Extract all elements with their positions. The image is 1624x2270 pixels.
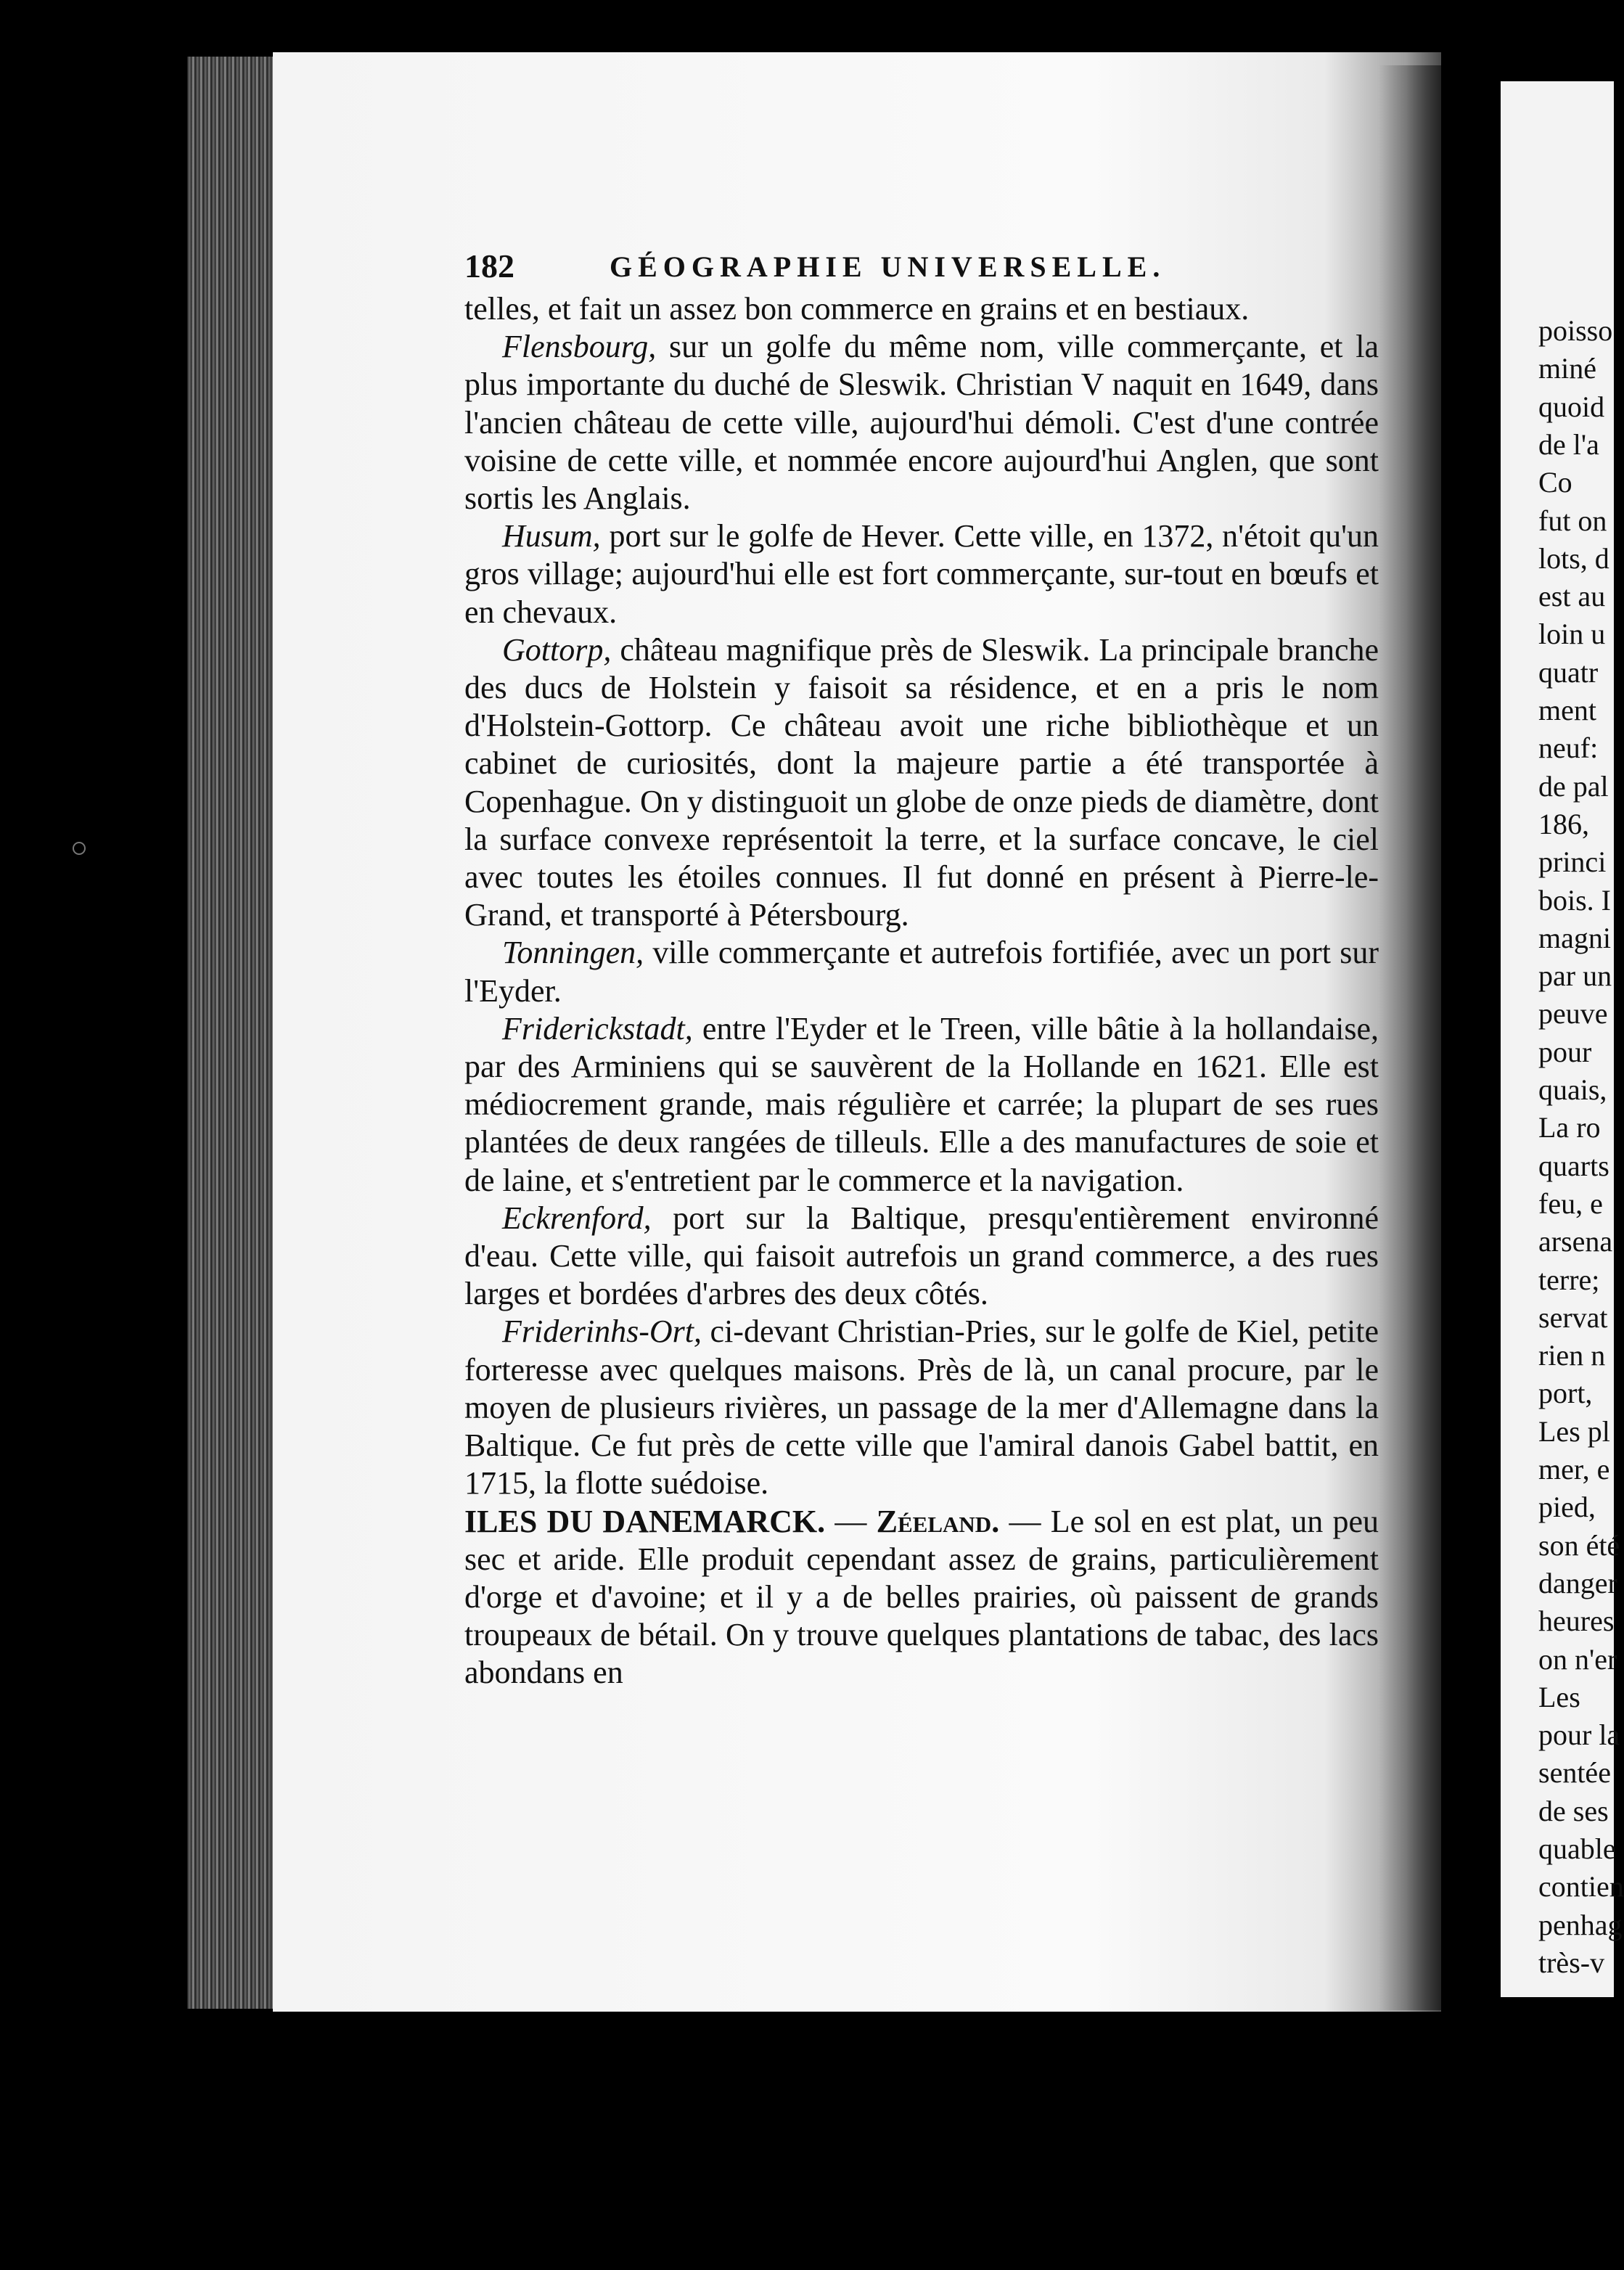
facing-page-line: sentée — [1538, 1756, 1611, 1790]
facing-page-line: terre; — [1538, 1263, 1600, 1296]
facing-page-line: est au — [1538, 580, 1606, 613]
facing-page-line: poisso — [1538, 314, 1613, 347]
place-name: Tonningen, — [502, 935, 644, 971]
place-name: Friderickstadt, — [502, 1010, 693, 1046]
section-subheading: Zéeland. — [876, 1503, 1000, 1539]
running-header — [464, 247, 1379, 290]
facing-page-line: Les pl — [1538, 1414, 1610, 1448]
facing-page-line: pied, — [1538, 1491, 1596, 1524]
book-page-edges — [187, 57, 274, 2009]
facing-page-line: de ses — [1538, 1794, 1609, 1827]
facing-page-line: rien n — [1538, 1339, 1606, 1372]
facing-page-line: arsena — [1538, 1225, 1613, 1258]
facing-page-line: penhag — [1538, 1908, 1623, 1941]
paragraph-continuation: telles, et fait un assez bon commerce en grains et en bestiaux. — [464, 291, 1250, 327]
section-heading: ILES DU DANEMARCK. — [464, 1503, 826, 1539]
facing-page-line: par un — [1538, 959, 1612, 993]
facing-page-line: neuf: — [1538, 732, 1599, 765]
facing-page-line: loin u — [1538, 618, 1606, 651]
paragraph-gottorp: Gottorp, château magnifique près de Sleswik. La principale branche des ducs de Holstein y faisoit sa résidence, et en a pris le nom d'Holstein-Gottorp. Ce château avoit une riche bibliothèque et un cabinet de curiosités, dont la majeure partie a été transportée à Copenhague. On y distinguoit un globe de onze pieds de diamètre, dont la surface convexe représentoit la terre, et la surface concave, le ciel avec toutes les étoiles connues. Il fut donné en présent à Pierre-le-Grand, et transporté à Pétersbourg. — [464, 631, 1379, 933]
place-name: Flensbourg, — [502, 329, 657, 365]
facing-page-fragment — [1501, 81, 1624, 1997]
facing-page-line: quarts — [1538, 1149, 1609, 1182]
facing-page-line: fut on — [1538, 504, 1607, 537]
facing-page-line: Co — [1538, 466, 1572, 499]
facing-page-line: miné — [1538, 352, 1596, 385]
place-name: Friderinhs-Ort, — [502, 1314, 702, 1350]
facing-page-line: pour la — [1538, 1718, 1620, 1752]
page-number: 182 — [464, 247, 514, 284]
facing-page-line: feu, e — [1538, 1187, 1603, 1220]
facing-page-line: Les — [1538, 1680, 1580, 1713]
facing-page-line: heures — [1538, 1605, 1615, 1638]
facing-page-line: port, — [1538, 1377, 1593, 1410]
paragraph-husum: Husum, port sur le golfe de Hever. Cette ville, en 1372, n'étoit qu'un gros village; aujourd'hui elle est fort commerçante, sur-tout en bœufs et en chevaux. — [464, 518, 1379, 630]
facing-page-line: quais, — [1538, 1073, 1607, 1106]
facing-page-line: servat — [1538, 1300, 1608, 1334]
section-iles-du-danemarck: ILES DU DANEMARCK. — Zéeland. — Le sol en est plat, un peu sec et aride. Elle produit cependant assez de grains, particulièrement d'orge et d'avoine; et il y a de belles prairies, où paissent de grands troupeaux de bétail. On y trouve quelques plantations de tabac, des lacs abondans en — [464, 1503, 1379, 1691]
scan-speck — [73, 842, 86, 855]
facing-page-line: princi — [1538, 845, 1607, 879]
facing-page-line: quatr — [1538, 655, 1599, 689]
facing-page-line: de l'a — [1538, 427, 1599, 461]
facing-page-line: on n'er — [1538, 1642, 1617, 1676]
running-title: GÉOGRAPHIE UNIVERSELLE. — [610, 250, 1166, 283]
facing-page-line: quoid — [1538, 390, 1605, 423]
place-name: Gottorp, — [502, 631, 612, 668]
paragraph-friderinhs-ort: Friderinhs-Ort, ci-devant Christian-Pries, sur le golfe de Kiel, petite forteresse avec quelques maisons. Près de là, un canal procure, par le moyen de plusieurs rivières, un passage de la mer d'Allemagne dans la Baltique. Ce fut près de cette ville que l'amiral danois Gabel battit, en 1715, la flotte suédoise. — [464, 1314, 1379, 1501]
facing-page-line: quable — [1538, 1832, 1616, 1865]
facing-page-line: pour — [1538, 1035, 1592, 1068]
facing-page-line: contien — [1538, 1870, 1624, 1904]
facing-page-line: magni — [1538, 921, 1611, 954]
facing-page-line: très-v — [1538, 1946, 1605, 1979]
facing-page-line: bois. I — [1538, 883, 1611, 917]
facing-page-line: lots, d — [1538, 541, 1609, 575]
place-name: Eckrenford, — [502, 1200, 652, 1236]
facing-page-line: danger — [1538, 1566, 1617, 1599]
page-body — [464, 290, 1379, 1692]
paragraph-friderickstadt: Friderickstadt, entre l'Eyder et le Treen, ville bâtie à la hollandaise, par des Arminiens qui se sauvèrent de la Hollande en 1621. Elle est médiocrement grande, mais régulière et carrée; la plupart de ses rues plantées de deux rangées de tilleuls. Elle a des manufactures de soie et de laine, et s'entretient par le commerce et la navigation. — [464, 1010, 1379, 1198]
place-name: Husum, — [502, 518, 601, 554]
paragraph-flensbourg: Flensbourg, sur un golfe du même nom, ville commerçante, et la plus importante du duché de Sleswik. Christian V naquit en 1649, dans l'ancien château de cette ville, aujourd'hui démoli. C'est d'une contrée voisine de cette ville, et nommée encore aujourd'hui Anglen, que sont sortis les Anglais. — [464, 329, 1379, 517]
paragraph-tonningen: Tonningen, ville commerçante et autrefois fortifiée, avec un port sur l'Eyder. — [464, 935, 1379, 1009]
facing-page-line: 186, — [1538, 807, 1589, 840]
facing-page-line: ment — [1538, 694, 1596, 726]
facing-page-line: son été — [1538, 1528, 1620, 1562]
facing-page-line: mer, e — [1538, 1453, 1610, 1486]
paragraph-eckrenford: Eckrenford, port sur la Baltique, presqu'entièrement environné d'eau. Cette ville, qui faisoit autrefois un grand commerce, a des rues larges et bordées d'arbres des deux côtés. — [464, 1200, 1379, 1312]
facing-page-line: La ro — [1538, 1111, 1601, 1144]
facing-page-line: de pal — [1538, 769, 1609, 803]
gutter-shadow — [1379, 65, 1495, 2010]
facing-page-line: peuve — [1538, 997, 1608, 1030]
